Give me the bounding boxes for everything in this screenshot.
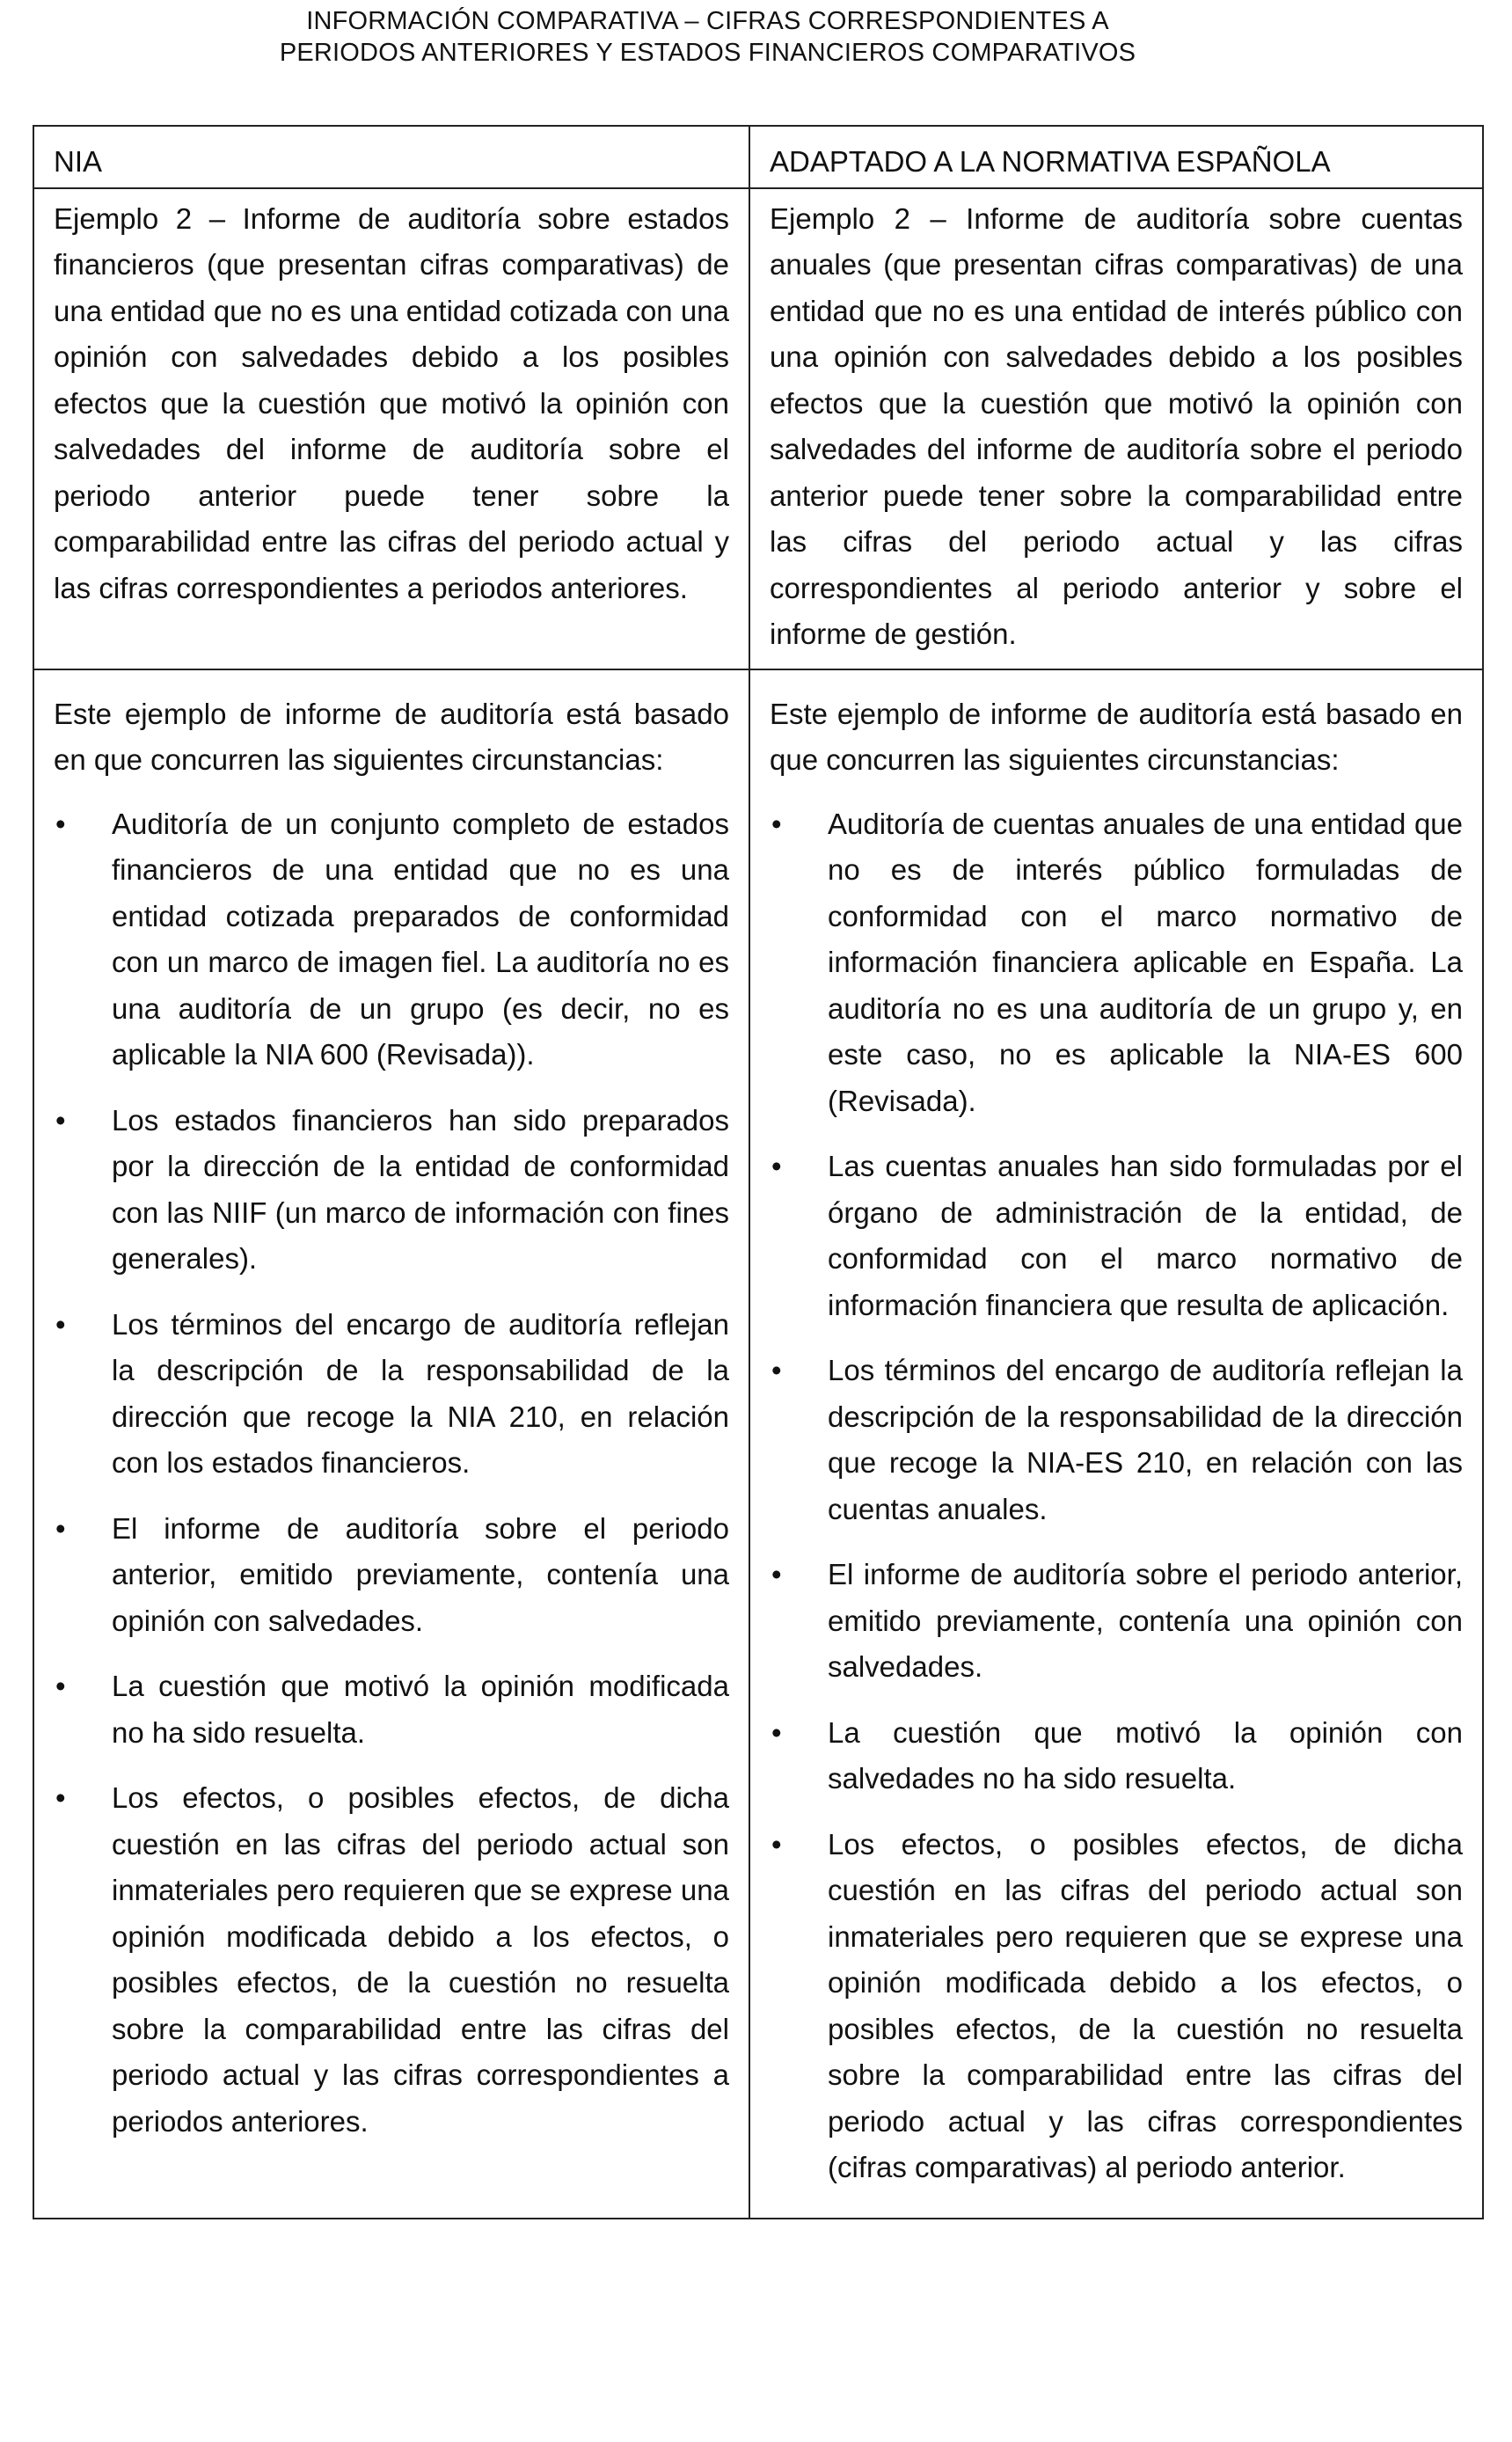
bullet-icon: • — [55, 1781, 66, 1814]
page-title-line-2: PERIODOS ANTERIORES Y ESTADOS FINANCIEROS COMPARATIVOS — [279, 39, 1136, 67]
example-title-row — [33, 188, 1483, 669]
left-bullet-list — [54, 801, 729, 2146]
right-bullet-item — [770, 1710, 1463, 1802]
circumstances-row — [33, 669, 1483, 2219]
page-title-line-1: INFORMACIÓN COMPARATIVA – CIFRAS CORRESPONDIENTES A — [306, 7, 1109, 35]
bullet-icon: • — [771, 807, 782, 840]
left-bullet-text: Los efectos, o posibles efectos, de dicha cuestión en las cifras del periodo actual son inmateriales pero requieren que se exprese una opinión modificada debido a los efectos, o posibles efectos, de la cuestión no resuelta sobre la comparabilidad entre las cifras del periodo actual y las cifras correspondientes a periodos anteriores. — [112, 1781, 729, 2138]
page-header — [0, 5, 1415, 69]
right-bullet-text: El informe de auditoría sobre el periodo anterior, emitido previamente, contenía una opinión con salvedades. — [828, 1558, 1463, 1683]
bullet-icon: • — [55, 807, 66, 840]
table-header-row — [33, 126, 1483, 188]
right-bullet-text: La cuestión que motivó la opinión con salvedades no ha sido resuelta. — [828, 1715, 1463, 1795]
right-bullet-item — [770, 1348, 1463, 1532]
right-bullet-text: Las cuentas anuales han sido formuladas por el órgano de administración de la entidad, de conformidad con el marco normativo de información financiera que resulta de aplicación. — [828, 1150, 1463, 1321]
right-column-header — [749, 126, 1483, 188]
left-bullet-text: La cuestión que motivó la opinión modificada no ha sido resuelta. — [112, 1670, 729, 1749]
left-bullet-item — [54, 1302, 729, 1487]
right-bullet-item — [770, 1822, 1463, 2191]
left-bullet-text: Auditoría de un conjunto completo de estados financieros de una entidad que no es una entidad cotizada preparados de conformidad con un marco de imagen fiel. La auditoría no es una auditoría de un grupo (es decir, no es aplicable la NIA 600 (Revisada)). — [112, 807, 729, 1071]
left-bullet-item — [54, 801, 729, 1078]
right-bullet-item — [770, 1144, 1463, 1328]
left-bullet-item — [54, 1098, 729, 1283]
right-bullet-list — [770, 801, 1463, 2191]
left-bullet-item — [54, 1663, 729, 1756]
left-bullet-text: Los términos del encargo de auditoría reflejan la descripción de la responsabilidad de la dirección que recoge la NIA 210, en relación con los estados financieros. — [112, 1307, 729, 1479]
left-column-header — [33, 126, 749, 188]
bullet-icon: • — [771, 1715, 782, 1749]
bullet-icon: • — [771, 1354, 782, 1386]
right-intro-paragraph: Este ejemplo de informe de auditoría está basado en que concurren las siguientes circunstancias: — [770, 697, 1463, 776]
right-bullet-text: Los términos del encargo de auditoría reflejan la descripción de la responsabilidad de la dirección que recoge la NIA-ES 210, en relación con las cuentas anuales. — [828, 1354, 1463, 1525]
left-example-title: Ejemplo 2 – Informe de auditoría sobre estados financieros (que presentan cifras comparativas) de una entidad que no es una entidad cotizada con una opinión con salvedades debido a los posibles efectos que la cuestión que motivó la opinión con salvedades del informe de auditoría sobre el periodo anterior puede tener sobre la comparabilidad entre las cifras del periodo actual y las cifras correspondientes a periodos anteriores. — [33, 188, 749, 669]
nia-heading: NIA — [54, 145, 103, 178]
right-bullet-item — [770, 801, 1463, 1125]
right-bullet-text: Los efectos, o posibles efectos, de dicha cuestión en las cifras del periodo actual son inmateriales pero requieren que se exprese una opinión modificada debido a los efectos, o posibles efectos, de la cuestión no resuelta sobre la comparabilidad entre las cifras del periodo actual y las cifras correspondientes (cifras comparativas) al periodo anterior. — [828, 1827, 1463, 2183]
left-bullet-item — [54, 1775, 729, 2145]
bullet-icon: • — [55, 1670, 66, 1702]
bullet-icon: • — [55, 1511, 66, 1545]
left-intro-paragraph: Este ejemplo de informe de auditoría está basado en que concurren las siguientes circunstancias: — [54, 697, 729, 776]
left-bullet-text: Los estados financieros han sido preparados por la dirección de la entidad de conformidad con las NIIF (un marco de información con fines generales). — [112, 1103, 729, 1275]
right-bullet-item — [770, 1552, 1463, 1691]
bullet-icon: • — [55, 1307, 66, 1341]
right-circumstances-cell — [749, 669, 1483, 2219]
spanish-adaptation-heading: ADAPTADO A LA NORMATIVA ESPAÑOLA — [770, 145, 1331, 178]
left-bullet-item — [54, 1506, 729, 1645]
bullet-icon: • — [771, 1150, 782, 1182]
bullet-icon: • — [771, 1558, 782, 1590]
comparison-table — [33, 125, 1484, 2219]
right-example-title: Ejemplo 2 – Informe de auditoría sobre cuentas anuales (que presentan cifras comparativas) de una entidad que no es una entidad de interés público con una opinión con salvedades debido a los posibles efectos que la cuestión que motivó la opinión con salvedades del informe de auditoría sobre el periodo anterior puede tener sobre la comparabilidad entre las cifras del periodo actual y las cifras correspondientes al periodo anterior y sobre el informe de gestión. — [749, 188, 1483, 669]
bullet-icon: • — [55, 1103, 66, 1137]
bullet-icon: • — [771, 1827, 782, 1861]
right-bullet-text: Auditoría de cuentas anuales de una entidad que no es de interés público formuladas de conformidad con el marco normativo de información financiera aplicable en España. La auditoría no es una auditoría de un grupo y, en este caso, no es aplicable la NIA-ES 600 (Revisada). — [828, 807, 1463, 1117]
left-circumstances-cell — [33, 669, 749, 2219]
left-bullet-text: El informe de auditoría sobre el periodo anterior, emitido previamente, contenía una opinión con salvedades. — [112, 1511, 729, 1637]
